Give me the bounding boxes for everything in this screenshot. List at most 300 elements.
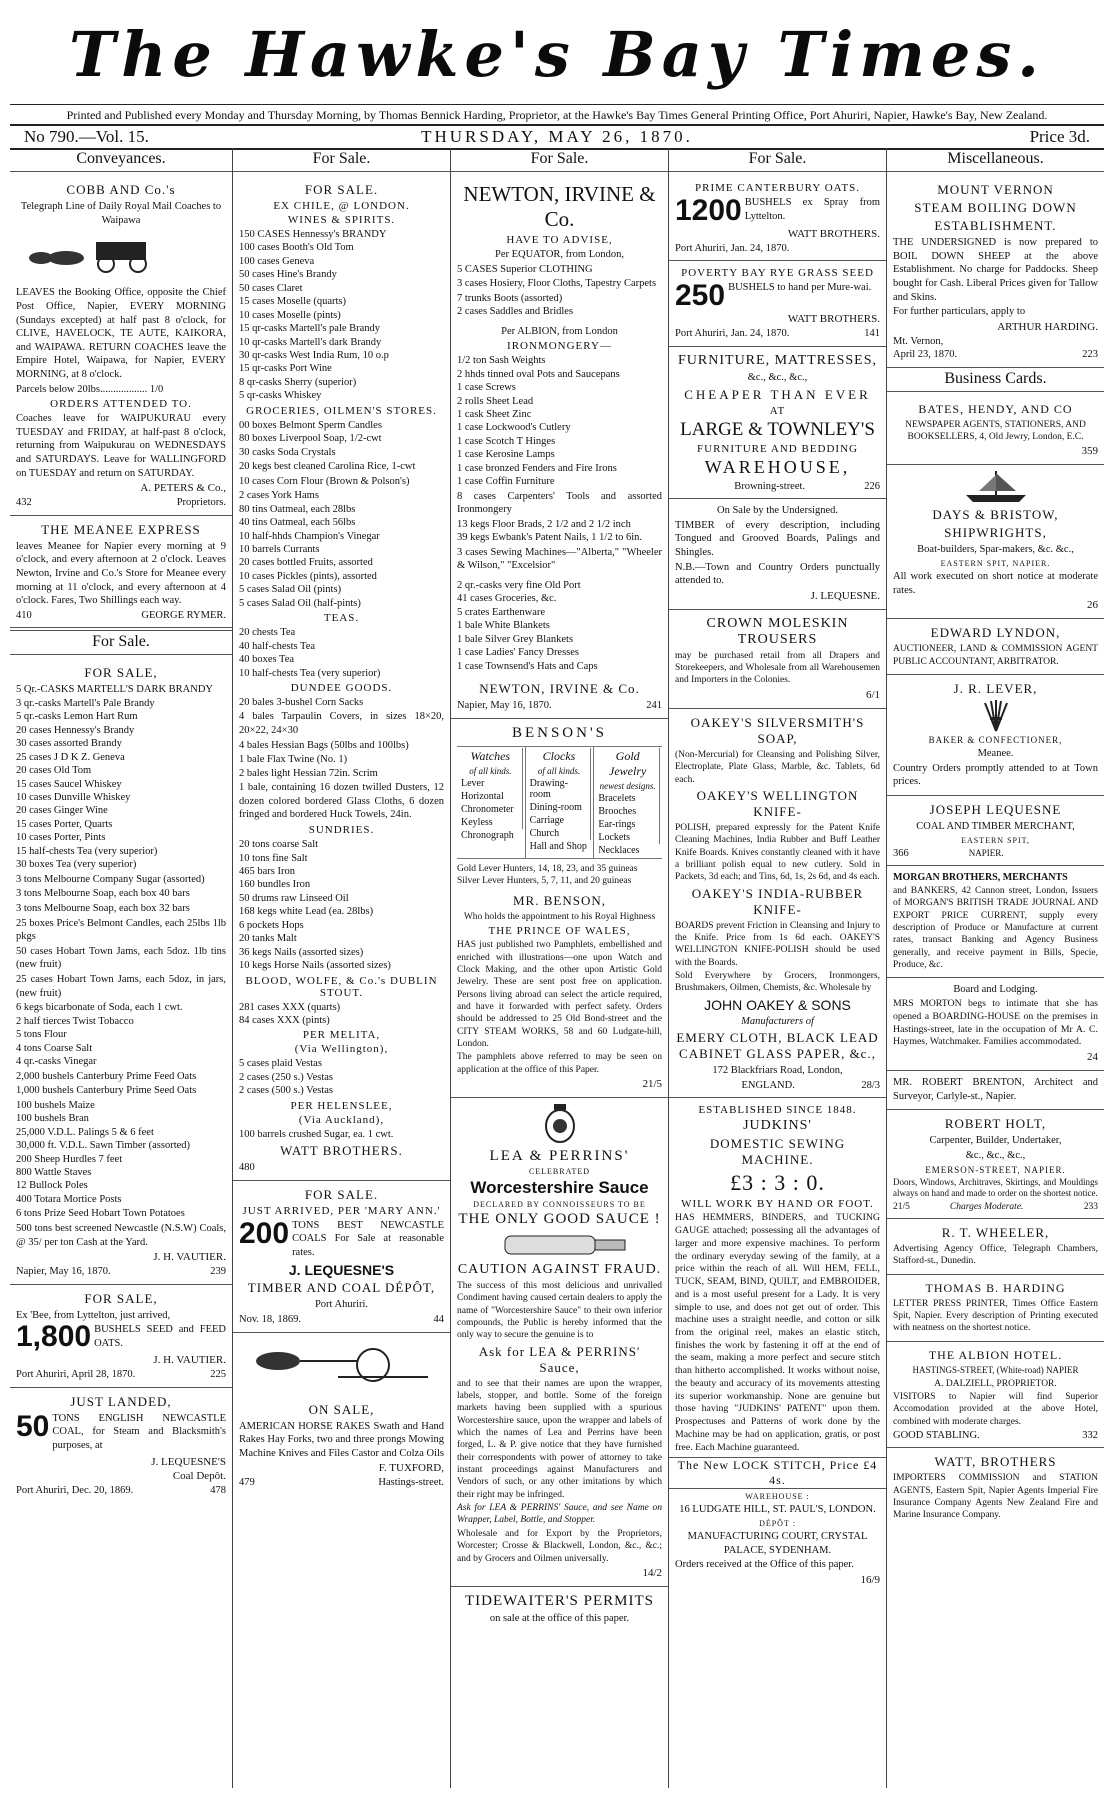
ad-number: 14/2 [642, 1566, 662, 1579]
list-item: 25 cases J D K Z. Geneva [16, 751, 125, 763]
list-item: 15 qr-casks Port Wine [239, 363, 332, 375]
list-item: 1 case Ladies' Fancy Dresses [457, 647, 580, 659]
ad-subtitle: COAL AND TIMBER MERCHANT, [916, 820, 1075, 832]
column-conveyances [10, 148, 233, 1788]
ad-number: 480 [239, 1162, 255, 1174]
ad-number: 223 [1082, 349, 1098, 361]
ad-benson [451, 719, 668, 1098]
ad-footer [16, 1484, 226, 1497]
section-heading: DUNDEE GOODS. [290, 681, 393, 694]
ad-title: WATT, BROTHERS [934, 1454, 1057, 1470]
list-item: 1 case Screws [457, 382, 516, 394]
list-item: 8 qr-casks Sherry (superior) [239, 376, 357, 388]
ad-big-number: 1200 [675, 194, 742, 227]
list-item: 4 tons Coarse Salt [16, 1042, 93, 1054]
list-item: 1 case Coffin Furniture [457, 476, 555, 488]
list-item: 1 case Lockwood's Cutlery [457, 422, 571, 434]
list-item: 2 hhds tinned oval Pots and Saucepans [457, 368, 620, 380]
list-item: 3 tons Melbourne Soap, each box 32 bars [16, 902, 190, 914]
ad-title: TIDEWAITER'S PERMITS [465, 1592, 654, 1609]
ad-signature: F. TUXFORD, [378, 1462, 444, 1475]
ad-body: The success of this most delicious and unrivalled Condiment having caused certain dealers to apply the name of "Worcestershire Sauce" to their own inferior compounds, the Public is hereby informed that the only way to secure the genuine is to [457, 1280, 662, 1341]
benson-item: Carriage [528, 814, 592, 827]
list-item: 1 case bronzed Fenders and Fire Irons [457, 462, 617, 474]
ad-date: Port Ahuriri, Dec. 20, 1869. [16, 1484, 134, 1496]
list-item: 5 cases plaid Vestas [239, 1058, 322, 1070]
section-subheading: (Via Auckland), [298, 1113, 385, 1126]
list-item: 20 cases Old Tom [16, 765, 92, 777]
ad-etc: &c., &c., &c., [965, 1149, 1026, 1161]
ad-footer [893, 348, 1098, 361]
list-item: 1,000 bushels Canterbury Prime Seed Oats [16, 1085, 197, 1097]
list-item: 13 kegs Floor Brads, 2 1/2 and 2 1/2 inch [457, 518, 631, 530]
list-item: 3 qr.-casks Martell's Pale Brandy [16, 697, 155, 709]
list-item: 500 tons best screened Newcastle (N.S.W) Coals, @ 35/ per ton Cash at the Yard. [16, 1222, 226, 1248]
ad-subtitle: Telegraph Line of Daily Royal Mail Coaches to Waipawa [20, 201, 222, 226]
list-item: 25 boxes Price's Belmont Candles, each 25lbs 1lb pkgs [16, 917, 226, 943]
ad-date: Napier, May 16, 1870. [457, 700, 552, 712]
ad-title: MOUNT VERNON [937, 182, 1054, 197]
ad-title: MORGAN BROTHERS, MERCHANTS [893, 872, 1068, 884]
list-item: 00 boxes Belmont Sperm Candles [239, 419, 382, 431]
list-item: 1 bale Silver Grey Blankets [457, 633, 574, 645]
list-item: 20 bales 3-bushel Corn Sacks [239, 696, 364, 708]
ad-title: FOR SALE, [84, 1290, 158, 1306]
ad-soap-body: (Non-Mercurial) for Cleansing and Polishing Silver, Electroplate, Plate Glass, Marble, &c. Tablets, 6d each. [675, 749, 880, 785]
ad-morgan [887, 866, 1104, 978]
ad-signature: J. LEQUESNE. [810, 589, 880, 602]
ad-title: COBB AND Co.'s [66, 182, 176, 197]
ad-big-number: 200 [239, 1216, 290, 1250]
ad-knife-body: POLISH, prepared expressly for the Patent Knife Cleaning Machines, India Rubber and Buff Leather Knife Boards. Knives constantly cleaned with it have a brilliant polish equal to new cutlery. Sold in Packets, 3d each; and Tins, 6d, 1s, 2s 6d, and 4s each. [675, 822, 880, 883]
royal-crest-icon [530, 1102, 590, 1146]
ad-signature: NEWTON, IRVINE & Co. [479, 681, 640, 697]
ad-footer [893, 1429, 1098, 1442]
benson-hunters: Silver Lever Hunters, 5, 7, 11, and 20 guineas [457, 875, 632, 886]
ad-note: N.B.—Town and Country Orders punctually attended to. [675, 561, 880, 587]
ad-title: LEA & PERRINS' [489, 1147, 630, 1164]
list-item: 10 cases Pickles (pints), assorted [239, 570, 377, 582]
ad-body: BUSHELS ex Spray from Lyttelton. [744, 197, 880, 222]
list-item: 100 cases Booth's Old Tom [239, 242, 354, 254]
ad-number: 410 [16, 610, 32, 622]
masthead [0, 0, 1114, 100]
ad-signature: WATT BROTHERS. [787, 313, 880, 326]
ad-at: AT [769, 404, 786, 417]
ad-body: TIMBER of every description, including Tongued and Grooved Boards, Palings and Shingles. [675, 519, 880, 558]
list-item: 15 half-chests Tea (very superior) [16, 845, 158, 857]
list-item: 100 cases Geneva [239, 255, 315, 267]
list-item: 100 barrels crushed Sugar, ea. 1 cwt. [239, 1128, 394, 1140]
ad-signature: A. PETERS & Co., [140, 482, 226, 495]
list-item: 3 tons Melbourne Company Sugar (assorted) [16, 873, 205, 885]
ad-mount-vernon [887, 176, 1104, 368]
benson-col-head: Clocks [528, 748, 592, 765]
ad-body: on sale at the office of this paper. [489, 1612, 630, 1624]
list-item: 160 bundles Iron [239, 879, 311, 891]
ad-note: The pamphlets above referred to may be seen on application at the office of this Paper. [457, 1052, 662, 1075]
column-heading-for-sale: For Sale. [10, 630, 232, 655]
ad-body: Boat-builders, Spar-makers, &c. &c., [917, 544, 1074, 556]
ad-subtitle: HASTINGS-STREET, (White-road) NAPIER [912, 1364, 1079, 1375]
ad-england: ENGLAND. [741, 1079, 795, 1091]
ad-title: BATES, HENDY, AND CO [918, 401, 1073, 416]
ad-lever [887, 675, 1104, 796]
ad-big-number: 50 [16, 1409, 50, 1443]
ad-manufacturers: Manufacturers of [741, 1015, 814, 1027]
ad-rubber-title: OAKEY'S INDIA-RUBBER KNIFE- [691, 885, 864, 917]
ad-subtitle: EX CHILE, @ LONDON. [273, 200, 410, 212]
list-item: 84 cases XXX (pints) [239, 1014, 330, 1026]
ad-body: TONS ENGLISH NEWCASTLE COAL, for Steam and Blacksmith's purposes, at [52, 1412, 226, 1451]
ad-lequesne-coal [233, 1181, 450, 1333]
section-heading: PER HELENSLEE, [290, 1099, 393, 1112]
list-item: 40 half-chests Tea [239, 640, 316, 652]
list-item: 281 cases XXX (quarts) [239, 1001, 341, 1013]
ad-big-number: 250 [675, 279, 726, 313]
ad-title: DOMESTIC SEWING MACHINE. [709, 1136, 846, 1168]
list-item: 1 bale White Blankets [457, 620, 550, 632]
ad-number: 366 [893, 847, 909, 859]
list-item: 12 Bullock Poles [16, 1180, 88, 1192]
ad-number: 478 [210, 1484, 226, 1496]
list-item: 20 cases Ginger Wine [16, 805, 108, 817]
ad-date: Port Ahuriri, Jan. 24, 1870. [675, 243, 790, 254]
ad-signature-2: Coal Depôt. [172, 1469, 226, 1482]
ad-intro: JUST ARRIVED, PER 'MARY ANN.' [242, 1204, 441, 1217]
list-item: 6 tons Prize Seed Hobart Town Potatoes [16, 1208, 185, 1220]
ad-number: 226 [864, 480, 880, 492]
ad-rubber-body: BOARDS prevent Friction in Cleansing and Injury to the Knife. Price from 1s 6d each. OAKEY'S WELLINGTON KNIFE-POLISH should be used with the Boards. [675, 920, 880, 968]
ad-signature: J. H. VAUTIER. [153, 1354, 226, 1367]
ad-signature: J. H. VAUTIER. [153, 1251, 226, 1264]
ad-number: 332 [1082, 1429, 1098, 1441]
ad-stabling: GOOD STABLING. [893, 1429, 980, 1441]
list-item: 3 tons Melbourne Soap, each box 40 bars [16, 888, 190, 900]
benson-item: Horizontal [459, 790, 523, 803]
list-item: 10 qr-casks Martell's dark Brandy [239, 336, 382, 348]
ad-body: VISITORS to Napier will find Superior Accomodation provided at the above Hotel, combined with moderate charges. [893, 1391, 1098, 1427]
benson-item: Drawing-room [528, 777, 592, 801]
ad-established: ESTABLISHED SINCE 1848. [698, 1104, 857, 1117]
ad-tidewaiter [451, 1587, 668, 1632]
ad-depot-address: MANUFACTURING COURT, CRYSTAL PALACE, SYDENHAM. [687, 1530, 868, 1556]
ad-subtitle-2: ESTABLISHMENT. [934, 218, 1057, 233]
list-item: 25 cases Hobart Town Jams, each 5doz, in jars, (new fruit) [16, 974, 226, 999]
ad-body: leaves Meanee for Napier every morning at 9 o'clock, and every afternoon at 2 o'clock. Leaves Newton, Irvine and Co.'s Store for Meanee every morning at 11 o'clock, and every afternoon at 4 o'clock. Fares, Two Shillings each way. [16, 540, 226, 607]
ad-number: 44 [433, 1314, 444, 1326]
ad-number: 225 [210, 1369, 226, 1381]
ad-date: April 23, 1870. [893, 349, 958, 361]
column-for-sale-1 [233, 148, 451, 1788]
list-item: 4 bales Tarpaulin Covers, in sizes 18×20, 20×22, 24×30 [239, 711, 444, 737]
ad-number: 28/3 [861, 1079, 880, 1091]
benson-hunters: Gold Lever Hunters, 14, 18, 23, and 35 guineas [457, 863, 638, 874]
column-heading: For Sale. [669, 148, 886, 172]
ad-place: NAPIER. [968, 847, 1004, 858]
list-item: 6 kegs bicarbonate of Soda, each 1 cwt. [16, 1002, 183, 1014]
list-item: 30,000 ft. V.D.L. Sawn Timber (assorted) [16, 1140, 191, 1152]
ad-cheaper: CHEAPER THAN EVER [684, 386, 871, 402]
section-heading: GROCERIES, OILMEN'S STORES. [246, 404, 437, 417]
ad-canterbury-oats [669, 176, 886, 261]
section-subheading: (Via Wellington), [294, 1043, 389, 1056]
ad-newton-irvine [451, 176, 668, 719]
list-item: 5 tons Flour [16, 1029, 67, 1041]
ad-watt-brothers [887, 1448, 1104, 1527]
section-heading: BLOOD, WOLFE, & Co.'s DUBLIN STOUT. [245, 974, 438, 999]
list-item: 400 Totara Mortice Posts [16, 1193, 122, 1205]
ad-sold: Sold Everywhere by Grocers, Ironmongers, Brushmakers, Oilmen, Chemists, &c. Wholesale by [675, 970, 880, 994]
issue-date: THURSDAY, MAY 26, 1870. [421, 127, 693, 146]
ad-celebrated: CELEBRATED [528, 1166, 591, 1176]
ad-body: THE UNDERSIGNED is now prepared to BOIL DOWN SHEEP at the above Establishment. No charge for Paddocks. Sheep bought for Cash. Liberal Prices given for Tallow and Skins. [893, 237, 1098, 303]
imprint-line: Printed and Published every Monday and Thursday Morning, by Thomas Bennick Harding, Proprietor, at the Hawke's Bay Times General Printing Office, Port Ahuriri, Napier, Hawke's Bay, New Zealand. [10, 104, 1104, 123]
list-item: 50 drums raw Linseed Oil [239, 892, 349, 904]
list-item: 2 cases (500 s.) Vestas [239, 1085, 333, 1097]
ad-holt [887, 1110, 1104, 1219]
ad-name-2: TIMBER AND COAL DÉPÔT, [247, 1280, 436, 1296]
ad-crown-moleskin [669, 610, 886, 709]
ad-number: 239 [210, 1266, 226, 1278]
list-item: 2,000 bushels Canterbury Prime Feed Oats [16, 1070, 197, 1082]
ad-just-landed [10, 1388, 232, 1502]
ad-title: On Sale by the Undersigned. [716, 504, 839, 516]
list-item: 1 case Townsend's Hats and Caps [457, 660, 598, 672]
ad-body: AMERICAN HORSE RAKES Swath and Hand Rakes Hay Forks, two and three prongs Mowing Machine Knives and Files Castor and Colza Oils [239, 1420, 445, 1459]
ad-body: TONS BEST NEWCASTLE COALS For Sale at reasonable rates. [292, 1219, 444, 1258]
benson-item: Lockets [596, 831, 660, 844]
benson-item: Church [528, 827, 592, 840]
ad-orders: Orders received at the Office of this paper. [675, 1559, 854, 1571]
list-item: 40 boxes Tea [239, 654, 295, 666]
ad-lyndon [887, 619, 1104, 675]
list-item: 168 kegs white Lead (ea. 28lbs) [239, 906, 374, 918]
benson-item: Chronometer [459, 803, 523, 816]
ad-title: CROWN MOLESKIN TROUSERS [706, 615, 849, 647]
ad-morton [887, 978, 1104, 1071]
ad-subtitle: SHIPWRIGHTS, [944, 525, 1047, 541]
ad-soap-title: OAKEY'S SILVERSMITH'S SOAP, [690, 714, 865, 746]
list-item: 2 half tierces Twist Tobacco [16, 1015, 134, 1027]
ad-brenton [887, 1071, 1104, 1110]
ad-title: ON SALE, [308, 1401, 375, 1417]
ad-date: Port Ahuriri, Jan. 24, 1870. [675, 328, 790, 340]
list-item: 50 cases Hobart Town Jams, each 5doz. 1lb tins (new fruit) [16, 945, 226, 971]
list-item: 5 cases Salad Oil (half-pints) [239, 597, 361, 609]
ad-body: may be purchased retail from all Drapers and Storekeepers, and Wholesale from all Warehousemen and Importers in the Colonies. [675, 650, 880, 686]
ad-body: HAS just published two Pamphlets, embellished and enriched with illustrations—one upon Watch and Clock Making, and the other upon Artistic Gold Jewelry. These are sent post free on application. Persons living abroad can select the article required, and have it forwarded with perfect safety. Orders should be addressed to 25 Old Bond-street and the CITY STEAM WORKS, 58 and 60 Ludgate-hill, London. [457, 940, 662, 1049]
newspaper-title: The Hawke's Bay Times. [69, 18, 1045, 91]
ad-title: JOSEPH LEQUESNE [929, 801, 1062, 817]
ad-body: BUSHELS SEED and FEED OATS. [94, 1324, 226, 1349]
ad-oakey [669, 709, 886, 1099]
list-item: 25,000 V.D.L. Palings 5 & 6 feet [16, 1126, 154, 1138]
ad-prince: THE PRINCE OF WALES, [488, 925, 631, 938]
list-item: 20 kegs best cleaned Carolina Rice, 1-cwt [239, 461, 416, 472]
list-item: 10 half-hhds Champion's Vinegar [239, 530, 380, 542]
ad-title: Board and Lodging. [953, 984, 1038, 996]
list-item: 10 cases Dunville Whiskey [16, 791, 131, 803]
section-heading: SUNDRIES. [308, 824, 375, 837]
list-item: 2 cases York Hams [239, 490, 319, 502]
ad-place: Port Ahuriri. [314, 1299, 369, 1311]
business-cards-heading: Business Cards. [887, 368, 1104, 392]
ad-title: BENSON'S [511, 724, 608, 741]
list-item: 5 CASES Superior CLOTHING [457, 263, 593, 275]
ad-footer [893, 1201, 1098, 1213]
ad-warehouse-label: WAREHOUSE : [745, 1492, 810, 1502]
list-item: 80 tins Oatmeal, each 28lbs [239, 503, 356, 515]
ad-number: 479 [239, 1477, 255, 1489]
list-item: 20 cases Hennessy's Brandy [16, 724, 135, 736]
ad-place: Mt. Vernon, [893, 335, 944, 347]
list-item: 5 qr-casks Whiskey [239, 390, 322, 402]
list-item: 20 tons coarse Salt [239, 839, 319, 851]
wheat-sheaf-icon [971, 699, 1021, 733]
list-item: 4 qr.-casks Vinegar [16, 1056, 97, 1068]
ad-lequesne-timber [669, 499, 886, 610]
ad-body: MR. ROBERT BRENTON, Architect and Surveyor, Carlyle-st., Napier. [893, 1077, 1098, 1102]
list-item: 10 barrels Currants [239, 544, 320, 556]
ad-address: EMERSON-STREET, NAPIER. [925, 1164, 1066, 1175]
ad-large-townley [669, 347, 886, 499]
benson-item: Hall and Shop [529, 840, 587, 852]
ad-footer [16, 609, 226, 622]
ad-number: 21/5 [642, 1077, 662, 1090]
ad-body: HAS HEMMERS, BINDERS, and TUCKING GAUGE attached; possessing all the advantages of larger and more expensive machines. To perform the ordinary everyday sewing of the family, at a price within the reach of all. Will HEM, FELL, TUCK, SEAM, BIND, QUILT, and EMBROIDER, and is a most useful present for a Lady. It is very simple to use, and does not get out of order. This machine uses a straight needle, and cotton or silk from the original reel, makes an elastic stitch, finishes the work by fastening it off at the end of the seam, making a more perfect and secure stitch than hitherto accomplished. It works without noise, the beauty and accuracy of its movements attesting its superior workmanship. None are genuine but those having "JUDKINS' PATENT" upon them. Prospectuses and Patterns of work done by the Machine may be had on application, gratis, or post free. Each Machine guaranteed. [675, 1212, 880, 1453]
list-item: 41 cases Groceries, &c. [457, 593, 557, 605]
benson-item: Keyless [459, 816, 523, 829]
issue-price: Price 3d. [1029, 127, 1090, 146]
ad-per-1: Per EQUATOR, from London, [494, 249, 624, 260]
column-heading: Miscellaneous. [887, 148, 1104, 172]
ad-charges: Charges Moderate. [949, 1201, 1024, 1212]
ad-title: NEWTON, IRVINE & Co. [463, 182, 656, 231]
list-item: 1 bale, containing 16 dozen twilled Dusters, 12 dozen colored bordered Glass Cloths, 6 dozen fringed and bordered Huck Towels, 24in. [239, 782, 444, 821]
benson-item: Ear-rings [596, 818, 660, 831]
list-item: 200 Sheep Hurdles 7 feet [16, 1153, 123, 1165]
ad-harding [887, 1275, 1104, 1342]
benson-col-clocks [526, 747, 595, 858]
list-item: 3 cases Hosiery, Floor Cloths, Tapestry Carpets [457, 278, 657, 290]
section-heading: WINES & SPIRITS. [287, 214, 396, 226]
list-item: 15 qr-casks Martell's pale Brandy [239, 323, 381, 335]
ad-depot-label: DÉPÔT : [759, 1518, 796, 1528]
ad-caution: CAUTION AGAINST FRAUD. [457, 1261, 662, 1277]
ad-title: ROBERT HOLT, [944, 1116, 1047, 1132]
list-item: 5 cases Salad Oil (pints) [239, 584, 342, 596]
ad-title: J. R. LEVER, [953, 681, 1038, 697]
sauce-bottle-icon [485, 1230, 635, 1260]
benson-item: Bracelets [596, 792, 660, 805]
ad-albion-hotel [887, 1342, 1104, 1449]
list-item: 80 boxes Liverpool Soap, 1/2-cwt [239, 433, 382, 445]
ad-number: 24 [1087, 1051, 1098, 1063]
ad-warehouse-address: 16 LUDGATE HILL, ST. PAUL'S, LONDON. [679, 1504, 876, 1516]
ad-title: FOR SALE. [304, 182, 379, 197]
ad-date: Napier, May 16, 1870. [16, 1266, 111, 1278]
list-item: 465 bars Iron [239, 866, 295, 877]
ad-signature-2: Proprietors. [176, 497, 226, 509]
ad-number: 26 [1087, 599, 1098, 612]
ad-footer [239, 1313, 444, 1326]
list-item: 1 bale Flax Twine (No. 1) [239, 754, 348, 766]
ad-footer [16, 1265, 226, 1278]
benson-item: Necklaces [598, 844, 640, 856]
ad-lock-stitch: The New LOCK STITCH, Price £4 4s. [669, 1457, 886, 1489]
ad-body: Country Orders promptly attended to at Town prices. [893, 762, 1098, 788]
ad-number: 241 [646, 700, 662, 712]
benson-item: Brooches [596, 805, 660, 818]
ad-big-number: 1,800 [16, 1320, 92, 1354]
ad-title: POVERTY BAY RYE GRASS SEED [681, 267, 874, 280]
ad-name: MR. BENSON, [513, 892, 606, 908]
ad-rye-grass [669, 261, 886, 346]
list-item: 40 tins Oatmeal, each 56lbs [239, 517, 356, 529]
ad-body-2: For further particulars, apply to [893, 306, 1026, 318]
list-item: 2 qr.-casks very fine Old Port [457, 580, 581, 592]
column-for-sale-3 [669, 148, 887, 1788]
ad-warehouse: WAREHOUSE, [704, 456, 851, 477]
ad-number: 359 [1081, 445, 1098, 458]
ad-body: LETTER PRESS PRINTER, Times Office Eastern Spit, Napier. Every description of Printing executed with neatness on the shortest notice. [893, 1298, 1098, 1334]
list-item: 10 cases Moselle (pints) [239, 309, 341, 321]
ad-signature: WATT BROTHERS. [787, 228, 880, 240]
ad-vautier-for-sale [10, 659, 232, 1284]
list-item: 10 half-chests Tea (very superior) [239, 667, 381, 679]
section-heading: IRONMONGERY— [507, 340, 612, 353]
list-item: 3 cases Sewing Machines—"Alberta," "Wheeler & Wilson," "Excelsior" [457, 546, 662, 572]
ad-intro: Ex 'Bee, from Lyttelton, just arrived, [16, 1309, 171, 1321]
ad-name: A. DALZIELL, PROPRIETOR. [934, 1378, 1057, 1389]
ad-signature: WATT BROTHERS. [280, 1143, 403, 1159]
ad-body: Advertising Agency Office, Telegraph Chambers, Stafford-st., Dunedin. [893, 1244, 1098, 1267]
ad-street: Browning-street. [734, 480, 806, 492]
list-item: 150 CASES Hennessy's BRANDY [239, 229, 387, 240]
ad-vautier-oats [10, 1285, 232, 1388]
ad-signature: ARTHUR HARDING. [997, 320, 1098, 333]
benson-table [457, 746, 662, 859]
ad-title: FURNITURE, MATTRESSES, [678, 352, 877, 368]
benson-col-head: Watches [459, 748, 523, 765]
ad-tuxford [233, 1396, 450, 1495]
ad-title: DAYS & BRISTOW, [932, 507, 1059, 523]
ad-place: Meanee. [977, 748, 1014, 760]
ad-signature: J. LEQUESNE'S [151, 1455, 226, 1468]
list-item: 39 kegs Ewbank's Patent Nails, 1 1/2 to 6in. [457, 532, 643, 544]
list-item: 20 cases bottled Fruits, assorted [239, 557, 373, 569]
ad-note: All work executed on short notice at moderate rates. [893, 571, 1098, 596]
list-item: 30 boxes Tea (very superior) [16, 859, 137, 871]
list-item: 2 cases Saddles and Bridles [457, 306, 574, 318]
column-heading: Conveyances. [10, 148, 232, 172]
ad-meanee-express [10, 516, 232, 629]
list-item: 2 cases (250 s.) Vestas [239, 1071, 333, 1083]
list-item: 30 cases assorted Brandy [16, 738, 122, 750]
section-heading: PER MELITA, [302, 1029, 381, 1042]
list-item: 4 bales Hessian Bags (50lbs and 100lbs) [239, 739, 409, 751]
benson-item: Chronograph [461, 829, 514, 841]
column-heading: For Sale. [233, 148, 450, 172]
list-item: 2 rolls Sheet Lead [457, 395, 534, 407]
ad-appointment: Who holds the appointment to his Royal Highness [463, 911, 656, 922]
ad-body: MRS MORTON begs to intimate that she has opened a BOARDING-HOUSE on the premises in Hastings-street, late in the occupation of Mr A. C. Haymes, Watchmaker. Families accommodated. [893, 998, 1098, 1048]
list-item: 20 tanks Malt [239, 933, 297, 945]
ad-only: THE ONLY GOOD SAUCE ! [458, 1210, 661, 1227]
section-heading: TEAS. [323, 612, 360, 625]
ad-parcels: Parcels below 20lbs.................. 1/0 [16, 383, 164, 395]
